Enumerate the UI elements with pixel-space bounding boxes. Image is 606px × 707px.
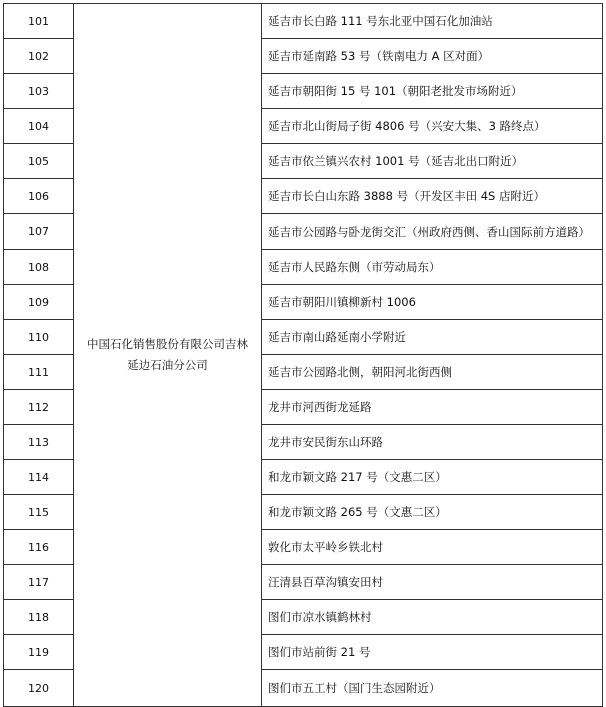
row-number: 118 [4,600,74,635]
station-address: 和龙市颖文路 217 号（文惠二区） [262,460,603,495]
station-address: 延吉市公园路与卧龙街交汇（州政府西侧、香山国际前方道路） [262,214,603,250]
row-number: 104 [4,109,74,144]
station-address: 延吉市公园路北侧，朝阳河北街西侧 [262,355,603,390]
station-address: 延吉市延南路 53 号（铁南电力 A 区对面） [262,39,603,74]
station-address: 延吉市北山街局子街 4806 号（兴安大集、3 路终点） [262,109,603,144]
row-number: 102 [4,39,74,74]
row-number: 107 [4,214,74,250]
station-address: 延吉市长白路 111 号东北亚中国石化加油站 [262,4,603,39]
station-address: 延吉市人民路东侧（市劳动局东） [262,250,603,285]
row-number: 117 [4,565,74,600]
row-number: 103 [4,74,74,109]
station-address: 龙井市河西街龙延路 [262,390,603,425]
station-address: 延吉市长白山东路 3888 号（开发区丰田 4S 店附近） [262,179,603,214]
station-address: 汪清县百草沟镇安田村 [262,565,603,600]
station-address: 图们市五工村（国门生态园附近） [262,670,603,707]
row-number: 110 [4,320,74,355]
table-row [4,4,603,39]
station-address: 延吉市朝阳川镇柳新村 1006 [262,285,603,320]
row-number: 109 [4,285,74,320]
row-number: 119 [4,635,74,670]
station-address: 延吉市朝阳街 15 号 101（朝阳老批发市场附近） [262,74,603,109]
table-body [4,4,603,707]
station-table-wrapper [3,3,603,707]
row-number: 114 [4,460,74,495]
row-number: 113 [4,425,74,460]
station-address: 延吉市南山路延南小学附近 [262,320,603,355]
row-number: 108 [4,250,74,285]
row-number: 111 [4,355,74,390]
row-number: 101 [4,4,74,39]
station-address: 和龙市颖文路 265 号（文惠二区） [262,495,603,530]
station-address: 延吉市依兰镇兴农村 1001 号（延吉北出口附近） [262,144,603,179]
station-address: 敦化市太平岭乡铁北村 [262,530,603,565]
station-address: 龙井市安民街东山环路 [262,425,603,460]
company-name-line2: 延边石油分公司 [127,358,208,372]
row-number: 105 [4,144,74,179]
row-number: 115 [4,495,74,530]
station-address: 图们市凉水镇鹤林村 [262,600,603,635]
row-number: 116 [4,530,74,565]
company-name-cell [74,4,262,707]
station-address: 图们市站前街 21 号 [262,635,603,670]
company-name-line1: 中国石化销售股份有限公司吉林 [87,337,248,351]
row-number: 106 [4,179,74,214]
row-number: 120 [4,670,74,707]
row-number: 112 [4,390,74,425]
gas-station-table [3,3,603,707]
